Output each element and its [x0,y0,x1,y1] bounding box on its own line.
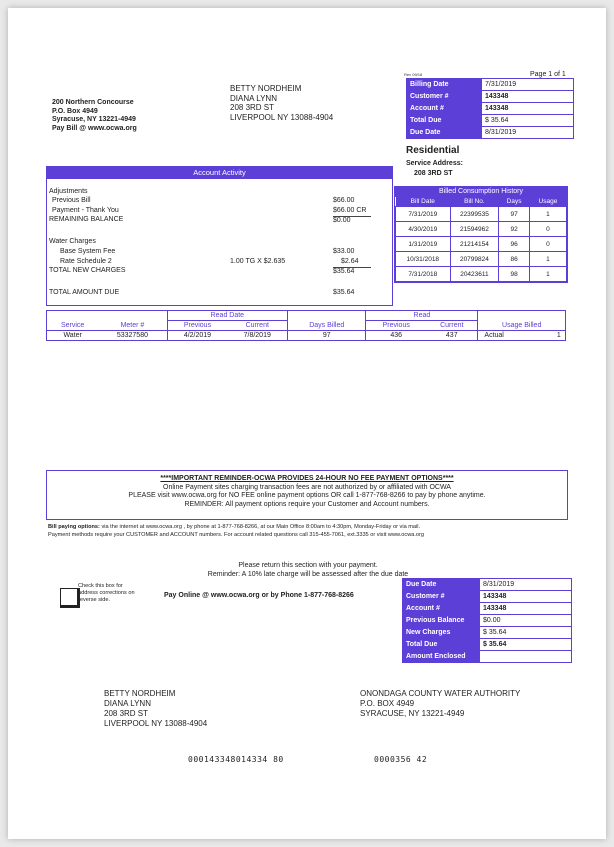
history-cell: 21214154 [450,237,499,252]
history-cell: 10/31/2018 [396,252,451,267]
checkbox-label: Check this box for address corrections on reverse side. [78,583,135,603]
history-cell: 22399535 [450,207,499,222]
history-column-header: Bill Date [396,197,451,207]
stub-info-label: Account # [403,603,480,615]
meter-value: 7/8/2019 [227,331,287,341]
meter-column-header: Days Billed [288,321,366,331]
history-row [396,267,567,282]
adjustments-label: Adjustments [49,188,88,195]
service-address: 208 3RD ST [414,170,453,177]
billing-info-label: Total Due [407,115,482,127]
billing-info-value: $ 35.64 [482,115,574,127]
revision-label: Rev 09/18 [404,72,423,77]
sender-address [52,99,137,133]
stub-info-value[interactable] [480,651,572,663]
billing-info-row [407,127,574,139]
remit-line: SYRACUSE, NY 13221-4949 [360,709,465,718]
total-new-charges-amount: $35.64 [333,267,371,275]
recipient-line: 208 3RD ST [230,103,275,112]
history-cell: 1 [529,252,566,267]
stub-info-label: New Charges [403,627,480,639]
scanline-account: 000143348014334 80 [188,755,284,764]
return-note-line: Reminder: A 10% late charge will be assessed after the due date [207,571,409,578]
history-column-header: Usage [529,197,566,207]
total-amount-due-label: TOTAL AMOUNT DUE [49,289,120,296]
history-cell: 97 [499,207,530,222]
consumption-history-table [395,197,567,282]
account-activity-title: Account Activity [47,167,392,179]
meter-reading-table [46,310,566,341]
history-row [396,237,567,252]
history-header-row [396,197,567,207]
meter-values-row [47,331,566,341]
stub-info-row [403,651,572,663]
stub-info-label: Customer # [403,591,480,603]
billing-info-value: 143348 [482,103,574,115]
read-date-header: Read Date [167,311,288,321]
history-cell: 4/30/2019 [396,222,451,237]
previous-bill-amount: $66.00 [333,197,355,204]
history-cell: 92 [499,222,530,237]
rate-schedule-amount: $2.64 [341,258,359,265]
stub-info-value: 143348 [480,603,572,615]
history-cell: 0 [529,237,566,252]
meter-value: 437 [426,331,478,341]
recipient-address [230,84,333,122]
stub-info-value: 8/31/2019 [480,579,572,591]
billing-info-label: Due Date [407,127,482,139]
base-system-fee-amount: $33.00 [333,248,355,255]
meter-value: Water [47,331,99,341]
recipient-line: LIVERPOOL NY 13088-4904 [104,719,208,728]
stub-info-label: Due Date [403,579,480,591]
history-cell: 86 [499,252,530,267]
payment-amount: $66.00 CR [333,207,367,214]
pay-online-text: Pay Online @ www.ocwa.org or by Phone 1-877-768-8266 [164,592,354,599]
billing-info-label: Customer # [407,91,482,103]
recipient-line: LIVERPOOL NY 13088-4904 [230,112,334,122]
bill-options-text: Payment methods require your CUSTOMER and ACCOUNT numbers. For account related questions call 315-455-7061, ext.3335 or visit www.ocwa.org [48,532,424,538]
recipient-line: DIANA LYNN [230,93,277,103]
consumption-history-title: Billed Consumption History [395,187,567,197]
page-label: Page 1 of 1 [530,71,566,78]
billing-info-row [407,79,574,91]
billing-info-value: 143348 [482,91,574,103]
bill-paying-options [48,523,578,539]
read-header: Read [366,311,478,321]
stub-info-value: $ 35.64 [480,639,572,651]
sender-line: 200 Northern Concourse [52,99,134,106]
billing-info-value: 7/31/2019 [482,79,574,91]
meter-column-header: Usage Billed [478,321,566,331]
billing-info-label: Billing Date [407,79,482,91]
meter-column-header: Service [60,321,85,329]
history-cell: 7/31/2018 [396,267,451,282]
meter-column-header: Current [440,322,464,329]
billing-info-row [407,103,574,115]
billing-info-row [407,115,574,127]
history-cell: 96 [499,237,530,252]
recipient-line: BETTY NORDHEIM [104,689,176,698]
sender-line: P.O. Box 4949 [52,107,98,115]
reminder-title: ****IMPORTANT REMINDER-OCWA PROVIDES 24-HOUR NO FEE PAYMENT OPTIONS**** [160,475,454,482]
remit-to-address [360,689,520,719]
meter-column-header: Previous [167,321,227,331]
meter-value: 97 [288,331,366,341]
history-cell: 0 [529,222,566,237]
stub-info-row [403,639,572,651]
history-cell: 1 [529,207,566,222]
recipient-line: 208 3RD ST [104,709,149,718]
reminder-line: PLEASE visit www.ocwa.org for NO FEE online payment options OR call 1-877-768-8266 to pay by phone anytime. [128,492,486,499]
meter-value: Actual [478,331,553,341]
sender-line: Syracuse, NY 13221-4949 [52,116,136,123]
stub-info-value: $0.00 [480,615,572,627]
meter-value: 4/2/2019 [167,331,227,341]
stub-info-value: 143348 [480,591,572,603]
meter-value: 436 [366,331,426,341]
meter-value: 1 [553,331,566,341]
rate-calculation: 1.00 TG X $2.635 [230,258,286,265]
history-cell: 20799824 [450,252,499,267]
remit-line: ONONDAGA COUNTY WATER AUTHORITY [360,689,521,698]
stub-info-value: $ 35.64 [480,627,572,639]
history-column-header: Bill No. [450,197,499,207]
stub-info-row [403,615,572,627]
stub-info-label: Total Due [403,639,480,651]
service-address-label: Service Address: [406,160,463,167]
return-note-line: Please return this section with your payment. [238,562,378,569]
stub-info-row [403,627,572,639]
account-activity-panel [46,166,393,306]
return-note [158,561,458,579]
stub-info-label: Amount Enclosed [403,651,480,663]
customer-mailing-address [104,689,207,729]
bill-options-label: Bill paying options: [48,524,100,530]
payment-reminder-box [46,470,568,520]
remaining-balance-label: REMAINING BALANCE [49,216,124,223]
rate-schedule-label: Rate Schedule 2 [60,258,112,265]
remaining-balance-amount: $0.00 [333,216,371,224]
payment-stub-box [402,578,572,663]
meter-column-header: Meter # [120,321,145,329]
history-row [396,207,567,222]
meter-column-header: Current [245,322,269,329]
reminder-line: Online Payment sites charging transaction fees are not authorized by or affiliated with OCWA [163,483,451,491]
billing-info-row [407,91,574,103]
sender-line: Pay Bill @ www.ocwa.org [52,124,137,132]
bill-options-text: via the internet at www.ocwa.org , by phone at 1-877-768-8266, at our Main Office 8:00am to 4:30pm, Monday-Friday or via mail. [99,524,421,530]
consumption-history-panel [394,186,568,283]
previous-bill-label: Previous Bill [52,197,91,204]
stub-info-label: Previous Balance [403,615,480,627]
history-cell: 7/31/2019 [396,207,451,222]
history-cell: 1/31/2019 [396,237,451,252]
service-type: Residential [406,145,460,156]
history-cell: 98 [499,267,530,282]
recipient-line: BETTY NORDHEIM [230,84,302,93]
total-amount-due-amount: $35.64 [333,289,355,296]
history-row [396,222,567,237]
scanline-amount: 0000356 42 [374,755,428,764]
meter-header-row [47,321,566,331]
history-column-header: Days [499,197,530,207]
base-system-fee-label: Base System Fee [60,248,116,255]
meter-value: 53327580 [98,331,167,341]
billing-info-box [406,78,574,139]
remit-line: P.O. BOX 4949 [360,699,415,708]
stub-info-row [403,591,572,603]
history-cell: 1 [529,267,566,282]
water-charges-label: Water Charges [49,238,96,245]
history-cell: 21594962 [450,222,499,237]
reminder-line: REMINDER: All payment options require your Customer and Account numbers. [184,500,430,508]
meter-column-header: Previous [366,321,426,331]
total-new-charges-label: TOTAL NEW CHARGES [49,267,126,274]
history-row [396,252,567,267]
stub-info-row [403,603,572,615]
stub-info-row [403,579,572,591]
payment-label: Payment - Thank You [52,207,119,214]
billing-info-value: 8/31/2019 [482,127,574,139]
history-cell: 20423611 [450,267,499,282]
bill-page [8,8,606,839]
recipient-line: DIANA LYNN [104,699,151,708]
billing-info-label: Account # [407,103,482,115]
address-correction-checkbox[interactable] [60,588,80,608]
